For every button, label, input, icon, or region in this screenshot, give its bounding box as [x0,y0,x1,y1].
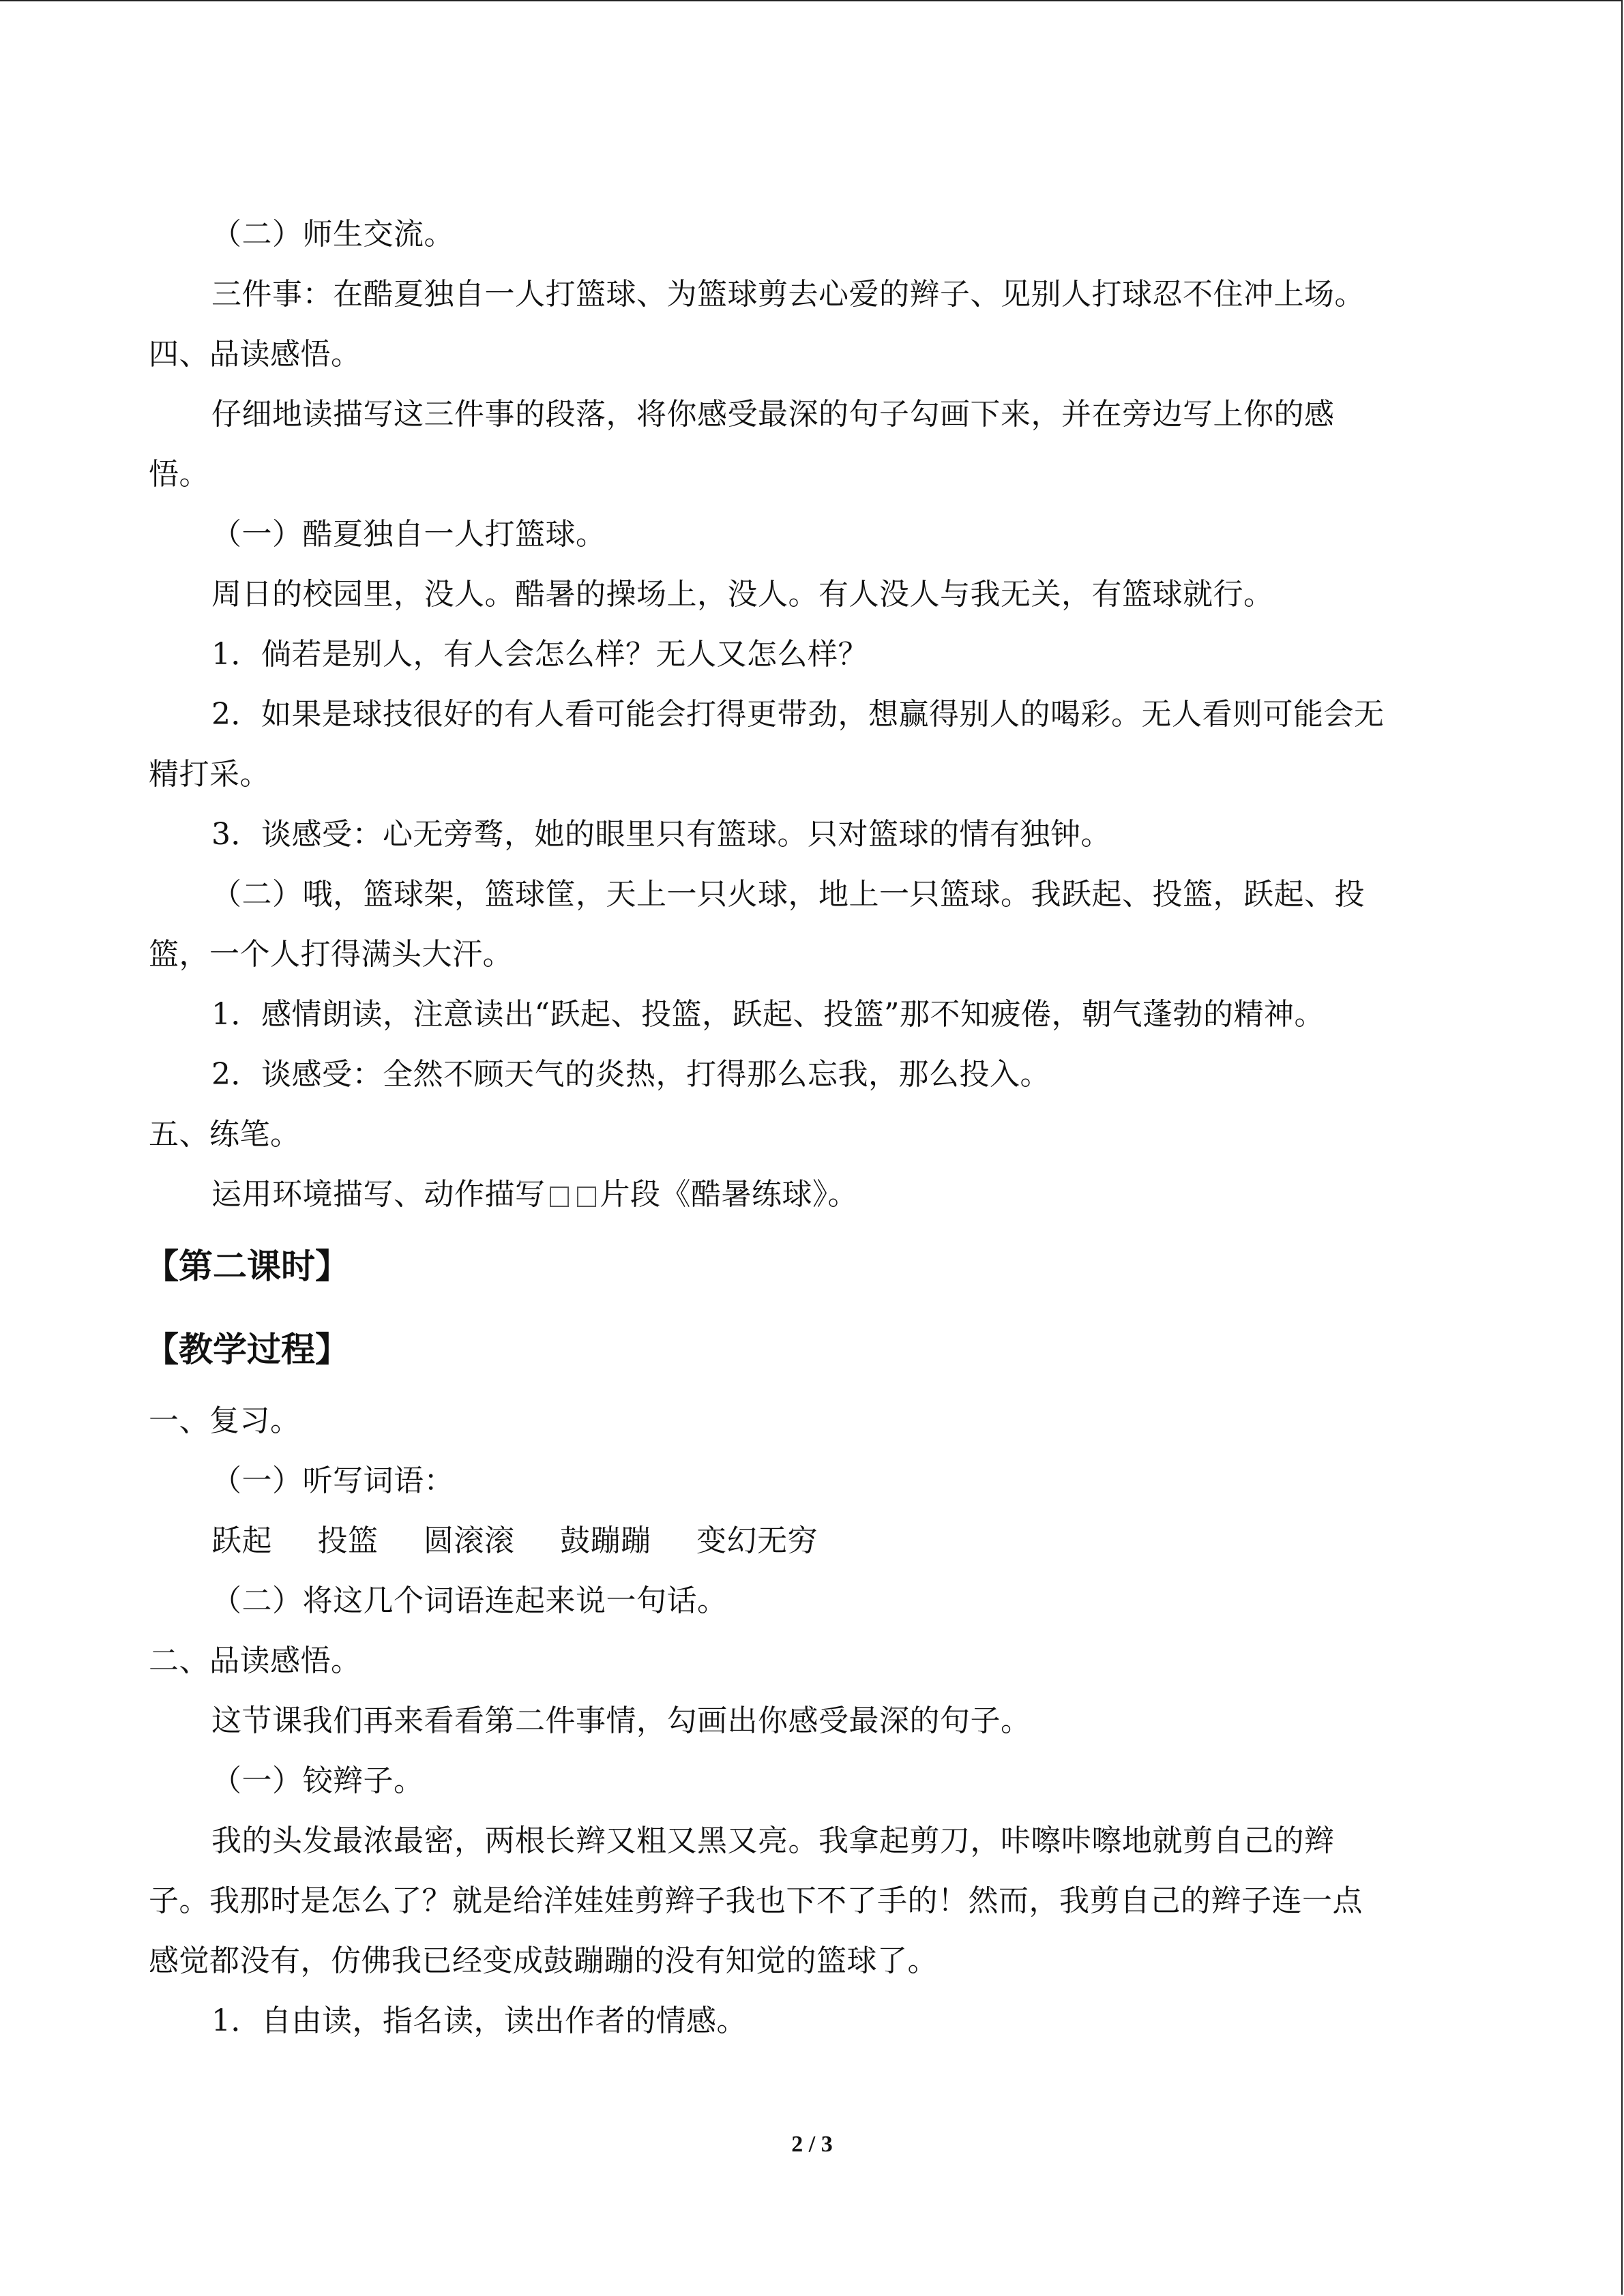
subsection-heading: （二）将这几个词语连起来说一句话。 [211,1583,728,1618]
list-item: 1．自由读，指名读，读出作者的情感。 [211,2003,747,2038]
section-heading: 四、品读感悟。 [149,337,361,372]
section-heading: 五、练笔。 [149,1117,301,1152]
word: 鼓蹦蹦 [560,1523,651,1558]
word: 变幻无穷 [696,1523,818,1558]
paragraph: 悟。 [149,457,209,492]
paragraph: 感觉都没有，仿佛我已经变成鼓蹦蹦的没有知觉的篮球了。 [149,1943,938,1978]
word: 圆滚滚 [424,1523,515,1558]
paragraph: 仔细地读描写这三件事的段落，将你感受最深的句子勾画下来，并在旁边写上你的感 [211,397,1335,432]
list-item: 1．倘若是别人，有人会怎么样？无人又怎么样？ [211,637,868,672]
paragraph: 篮，一个人打得满头大汗。 [149,937,513,972]
list-item: 2．谈感受：全然不顾天气的炎热，打得那么忘我，那么投入。 [211,1057,1050,1092]
page-number: 2 / 3 [791,2132,833,2157]
subsection-heading: （二）哦，篮球架，篮球筐，天上一只火球，地上一只篮球。我跃起、投篮，跃起、投 [211,877,1365,912]
word-list [149,1511,1479,1571]
paragraph: （二）师生交流。 [211,217,454,252]
list-item: 2．如果是球技很好的有人看可能会打得更带劲，想赢得别人的喝彩。无人看则可能会无 [211,697,1385,732]
blank-box [550,1187,569,1207]
subsection-heading: （一）听写词语： [211,1463,454,1498]
paragraph: 周日的校园里，没人。酷暑的操场上，没人。有人没人与我无关，有篮球就行。 [211,577,1274,612]
list-item: 3．谈感受：心无旁骛，她的眼里只有篮球。只对篮球的情有独钟。 [211,817,1111,852]
subsection-heading: （一）铰辫子。 [211,1763,424,1798]
paragraph: 子。我那时是怎么了？就是给洋娃娃剪辫子我也下不了手的！然而，我剪自己的辫子连一点 [149,1883,1363,1918]
blank-box [577,1187,596,1207]
practice-paragraph [149,1165,1479,1225]
subsection-heading: （一）酷夏独自一人打篮球。 [211,517,606,552]
paragraph: 这节课我们再来看看第二件事情，勾画出你感受最深的句子。 [211,1703,1031,1738]
section-heading: 二、品读感悟。 [149,1643,361,1678]
practice-text-before: 运用环境描写、动作描写 [211,1177,546,1212]
list-item: 1．感情朗读，注意读出“跃起、投篮，跃起、投篮”那不知疲倦，朝气蓬勃的精神。 [211,997,1325,1032]
document-body [145,205,1479,2051]
word: 跃起 [211,1523,272,1558]
word: 投篮 [317,1523,379,1558]
paragraph: 三件事：在酷夏独自一人打篮球、为篮球剪去心爱的辫子、见别人打球忍不住冲上场。 [211,277,1365,312]
paragraph: 精打采。 [149,757,270,792]
section-heading: 一、复习。 [149,1403,301,1438]
paragraph: 我的头发最浓最密，两根长辫又粗又黑又亮。我拿起剪刀，咔嚓咔嚓地就剪自己的辫 [211,1823,1335,1858]
lesson-heading: 【第二课时】 [145,1247,349,1286]
process-heading: 【教学过程】 [145,1330,349,1369]
practice-text-after: 片段《酷暑练球》。 [600,1177,858,1212]
